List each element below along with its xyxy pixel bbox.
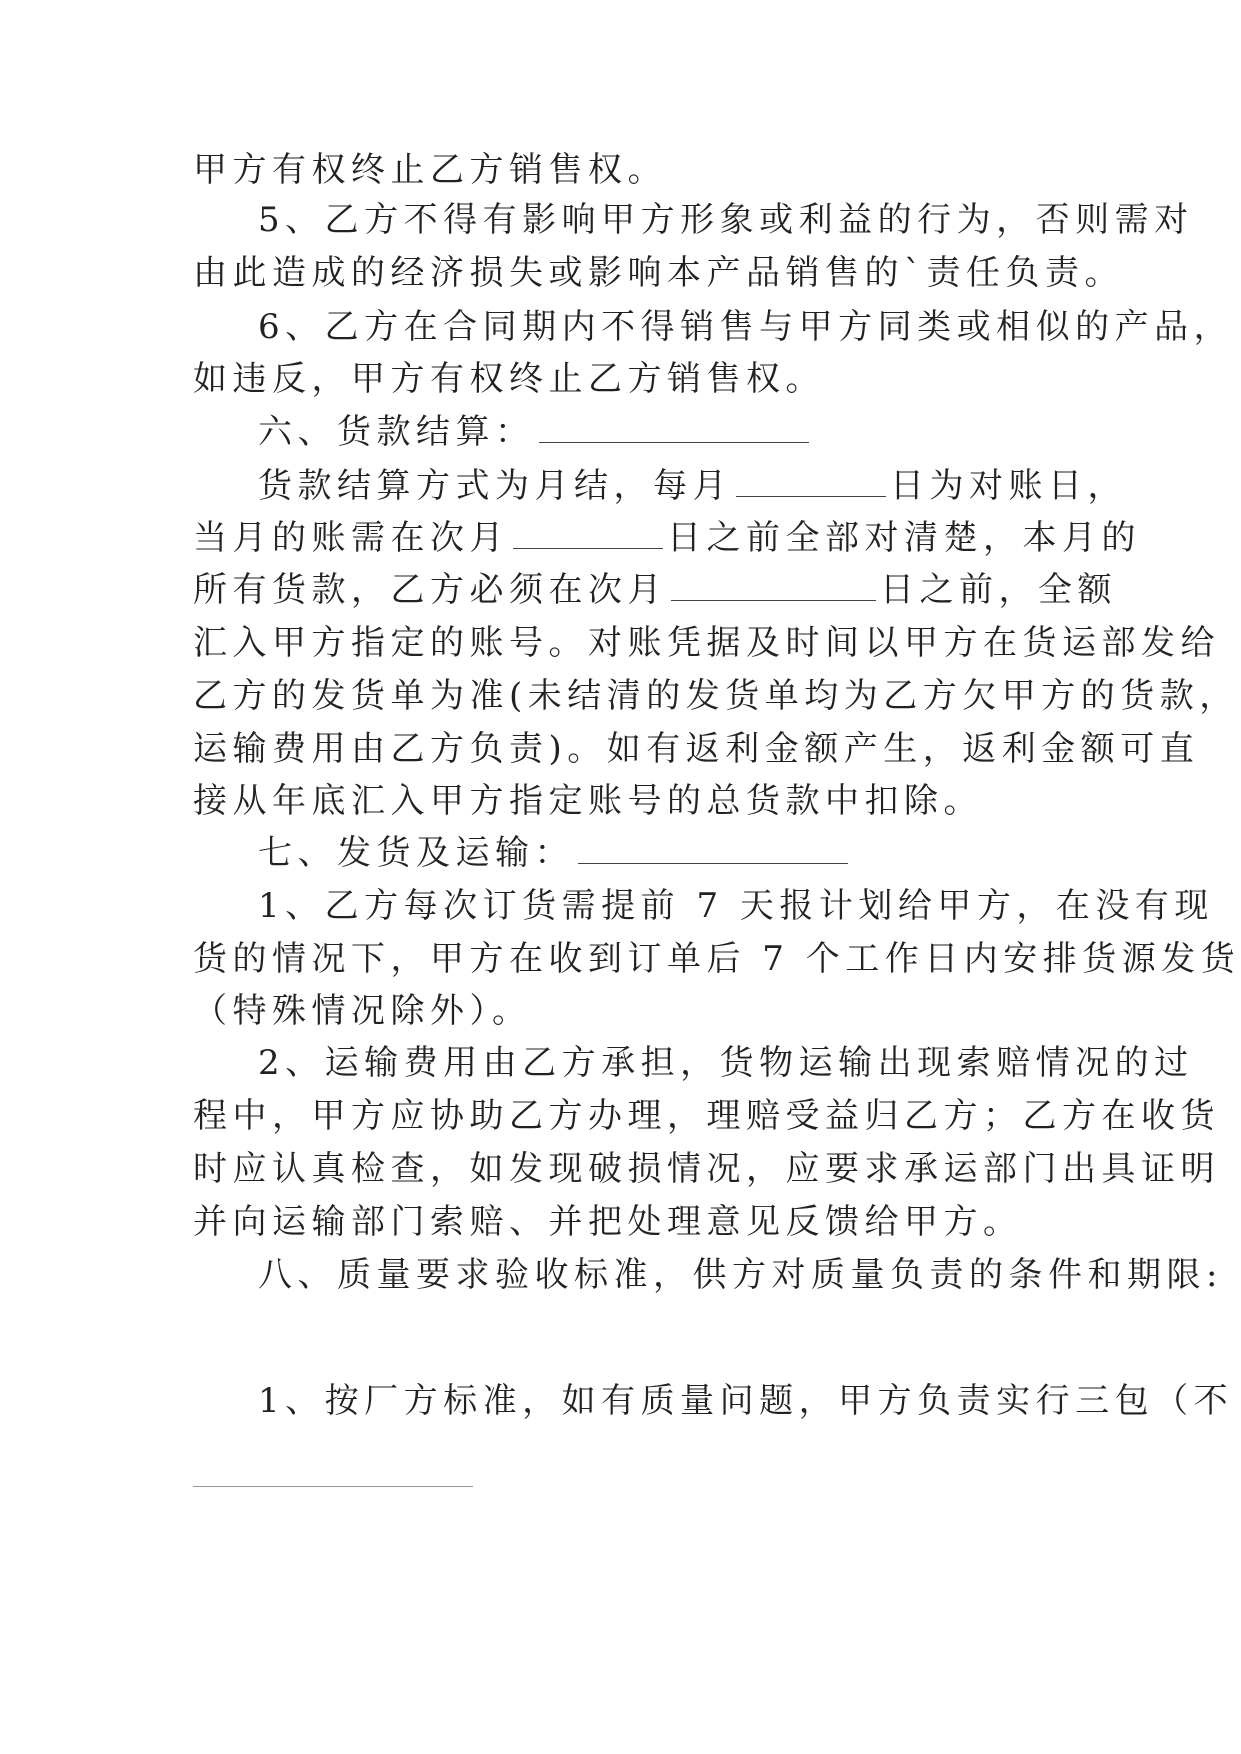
paragraph-line: 1、乙方每次订货需提前 7 天报计划给甲方，在没有现 (258, 886, 1214, 926)
line-segment: 日为对账日， (890, 466, 1127, 506)
line-segment: 货款结算方式为月结，每月 (258, 466, 732, 506)
blank-fill-line (193, 1486, 473, 1487)
paragraph-line: 并向运输部门索赔、并把处理意见反馈给甲方。 (193, 1202, 1023, 1242)
line-segment: 所有货款，乙方必须在次月 (193, 570, 667, 610)
blank-fill-line (513, 520, 663, 549)
paragraph-line: 时应认真检查，如发现破损情况，应要求承运部门出具证明 (193, 1149, 1220, 1189)
line-segment: 日之前，全额 (880, 570, 1117, 610)
paragraph-line (193, 518, 1141, 558)
paragraph-line: 由此造成的经济损失或影响本产品销售的`责任负责。 (193, 253, 1124, 293)
section-heading-quality: 八、质量要求验收标准，供方对质量负责的条件和期限: (258, 1255, 1223, 1295)
paragraph-line: 运输费用由乙方负责)。如有返利金额产生，返利金额可直 (193, 729, 1200, 769)
blank-fill-line (539, 414, 809, 443)
paragraph-line (193, 570, 1117, 610)
paragraph-line: 甲方有权终止乙方销售权。 (193, 150, 667, 190)
paragraph-line: 汇入甲方指定的账号。对账凭据及时间以甲方在货运部发给 (193, 623, 1220, 663)
line-segment: 当月的账需在次月 (193, 518, 509, 558)
blank-fill-line (736, 468, 886, 497)
paragraph-line: 乙方的发货单为准(未结清的发货单均为乙方欠甲方的货款， (193, 676, 1239, 716)
section-heading-shipping (258, 833, 852, 873)
section-heading-text: 六、货款结算： (258, 412, 535, 452)
section-heading-text: 七、发货及运输： (258, 833, 574, 873)
paragraph-line: 接从年底汇入甲方指定账号的总货款中扣除。 (193, 781, 983, 821)
paragraph-line: 1、按厂方标准，如有质量问题，甲方负责实行三包（不 (258, 1381, 1234, 1421)
blank-fill-line (671, 572, 876, 601)
paragraph-line (258, 466, 1127, 506)
paragraph-line: 2、运输费用由乙方承担，货物运输出现索赔情况的过 (258, 1043, 1194, 1083)
paragraph-line: 5、乙方不得有影响甲方形象或利益的行为，否则需对 (258, 200, 1194, 240)
paragraph-line: 货的情况下，甲方在收到订单后 7 个工作日内安排货源发货 (193, 939, 1241, 979)
section-heading-payment (258, 412, 813, 452)
paragraph-line: 6、乙方在合同期内不得销售与甲方同类或相似的产品， (258, 307, 1234, 347)
paragraph-line: 如违反，甲方有权终止乙方销售权。 (193, 359, 825, 399)
paragraph-line: （特殊情况除外）。 (193, 991, 532, 1031)
blank-fill-line (578, 835, 848, 864)
paragraph-line: 程中，甲方应协助乙方办理，理赔受益归乙方；乙方在收货 (193, 1096, 1220, 1136)
line-segment: 日之前全部对清楚，本月的 (667, 518, 1141, 558)
